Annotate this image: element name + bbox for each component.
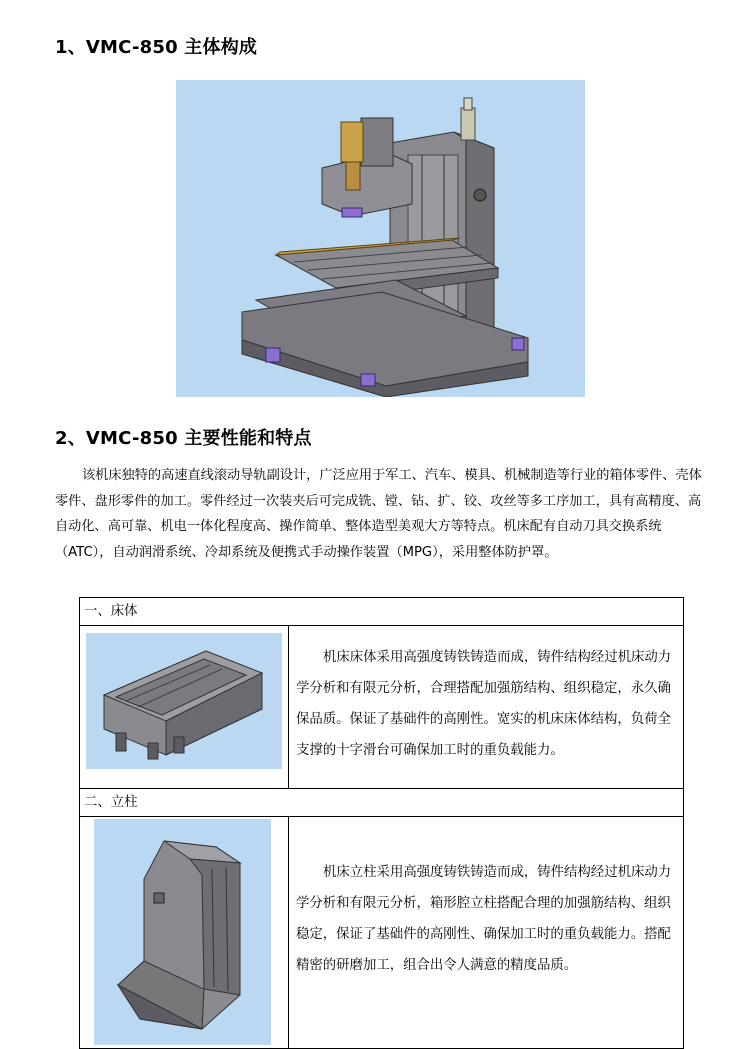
section-1-heading: 1、VMC-850 主体构成 [55, 37, 258, 58]
table-row [80, 789, 684, 817]
vmc-850-machine-illustration [176, 80, 585, 397]
table-row [80, 817, 684, 1049]
column-section-title: 二、立柱 [80, 789, 684, 817]
column-description: 机床立柱采用高强度铸铁铸造而成，铸件结构经过机床动力学分析和有限元分析，箱形腔立柱搭配合理的加强筋结构、组织稳定，保证了基础件的高刚性、确保加工时的重负载能力。搭配精密的研磨加工，组合出令人满意的精度品质。 [289, 817, 684, 1049]
machine-column-illustration [94, 819, 271, 1045]
section-2-heading: 2、VMC-850 主要性能和特点 [55, 428, 312, 449]
table-row [80, 626, 684, 789]
machine-bed-illustration [86, 633, 282, 769]
table-row [80, 598, 684, 626]
bed-image-cell [80, 626, 289, 789]
components-table [79, 597, 684, 1049]
bed-section-title: 一、床体 [80, 598, 684, 626]
features-paragraph: 该机床独特的高速直线滚动导轨副设计，广泛应用于军工、汽车、模具、机械制造等行业的箱体零件、壳体零件、盘形零件的加工。零件经过一次装夹后可完成铣、镗、钻、扩、铰、攻丝等多工序加工，具有高精度、高自动化、高可靠、机电一体化程度高、操作简单、整体造型美观大方等特点。机床配有自动刀具交换系统（ATC），自动润滑系统、冷却系统及便携式手动操作装置（MPG），采用整体防护罩。 [55, 468, 702, 560]
bed-description: 机床床体采用高强度铸铁铸造而成，铸件结构经过机床动力学分析和有限元分析，合理搭配加强筋结构、组织稳定，永久确保品质。保证了基础件的高刚性。宽实的机床床体结构，负荷全支撑的十字滑台可确保加工时的重负载能力。 [289, 626, 684, 789]
column-image-cell [80, 817, 289, 1049]
